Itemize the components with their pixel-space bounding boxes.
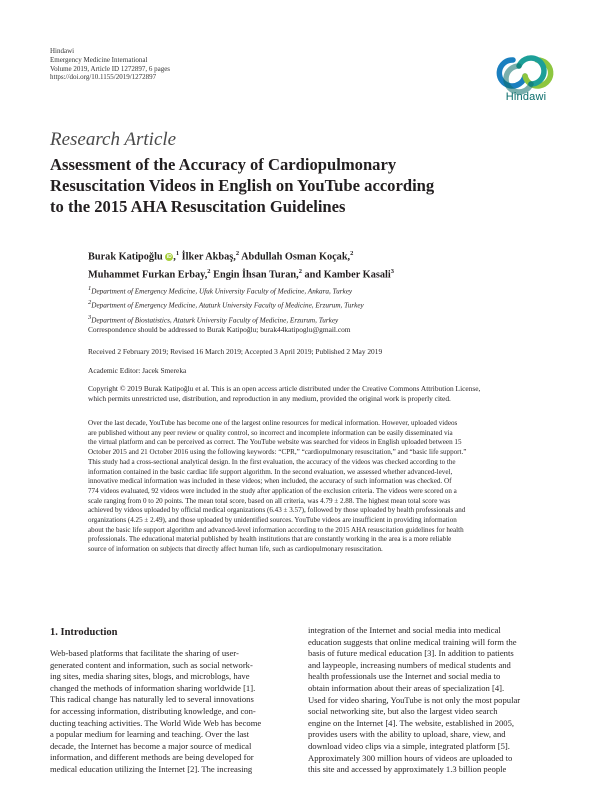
author-name[interactable]: İlker Akbaş, xyxy=(181,251,236,263)
abstract-line: scale ranging from 0 to 20 points. The mean total score, based on all criteria, was 4.79 ± 2.88. The highest mean total score was xyxy=(88,496,451,505)
author-affil-sup: 2 xyxy=(207,268,211,276)
author-name[interactable]: Engin İhsan Turan, xyxy=(213,269,299,281)
author-name[interactable]: Burak Katipoğlu xyxy=(88,251,163,263)
publication-dates: Received 2 February 2019; Revised 16 March 2019; Accepted 3 April 2019; Published 2 May 2019 xyxy=(88,347,383,356)
affiliation-sup: 1 xyxy=(88,285,92,292)
abstract-line: are published without any peer review or quality control, so incorrect and incomplete information can be easily disseminated via xyxy=(88,428,453,437)
author-affil-sup: 3 xyxy=(390,268,394,276)
body-line: health professionals use the Internet and social media to xyxy=(308,671,501,682)
body-line: and laypeople, increasing numbers of medical students and xyxy=(308,659,511,670)
academic-editor: Academic Editor: Jacek Smereka xyxy=(88,366,187,375)
body-line: This radical change has naturally led to several innovations xyxy=(50,694,254,705)
abstract-line: professionals. The educational material published by health institutions that are constantly working in the area is a more reliable xyxy=(88,535,452,544)
volume-info: Volume 2019, Article ID 1272897, 6 pages xyxy=(50,64,171,73)
body-line: a popular medium for learning and teaching. Over the last xyxy=(50,729,250,740)
journal-name: Emergency Medicine International xyxy=(50,55,148,64)
body-column-right xyxy=(308,625,554,776)
abstract-line: Over the last decade, YouTube has become one of the largest online resources for medical information. However, uploaded videos xyxy=(88,419,458,427)
copyright-line: Copyright © 2019 Burak Katipoğlu et al. This is an open access article distributed under the Creative Commons Attribution License, xyxy=(88,384,481,393)
title-line: Resuscitation Videos in English on YouTube according xyxy=(50,176,435,195)
affiliation-item xyxy=(88,297,364,311)
body-line: changed the methods of information sharing worldwide [1]. xyxy=(50,682,256,693)
body-line: education suggests that online medical training will form the xyxy=(308,636,517,647)
body-line: basis of future medical education [3]. In addition to patients xyxy=(308,648,514,659)
body-line: download video clips via a simple, integrated platform [5]. xyxy=(308,740,510,751)
abstract-line: source of information on subjects that directly affect human life, such as cardiopulmonary resuscitation. xyxy=(88,545,383,554)
title-line: Assessment of the Accuracy of Cardiopulmonary xyxy=(50,155,397,174)
body-line: integration of the Internet and social media into medical xyxy=(308,625,501,635)
author-affil-sup: 1 xyxy=(175,250,180,257)
affiliation-text: Department of Emergency Medicine, Ufuk University Faculty of Medicine, Ankara, Turkey xyxy=(91,287,353,296)
copyright-line: which permits unrestricted use, distribution, and reproduction in any medium, provided the original work is properly cited. xyxy=(88,394,451,403)
abstract-line: achieved by videos uploaded by official medical organizations (6.43 ± 3.57), followed by those uploaded by health professionals and xyxy=(88,506,466,515)
body-line: generated content and information, such as social network- xyxy=(50,659,253,670)
body-line: information, and different methods are being developed for xyxy=(50,752,254,763)
abstract-line: October 2015 and 21 October 2016 using the following keywords: “CPR,” “cardiopulmonary resuscitation,” and “basic life support.” xyxy=(88,448,467,457)
abstract xyxy=(88,419,554,555)
affiliation-item xyxy=(88,312,364,326)
author-line-1: Burak Katipoğlu iD ,$^1$ İlker Akbaş,$^2$ Abdullah Osman Koçak,$^2$ xyxy=(88,250,354,263)
body-line: for accessing information, distributing knowledge, and con- xyxy=(50,705,256,716)
logo-wordmark: Hindawi xyxy=(505,91,547,103)
author-name[interactable]: Muhammet Furkan Erbay, xyxy=(88,269,208,281)
section-heading: 1. Introduction xyxy=(50,627,118,638)
copyright-notice xyxy=(88,384,553,404)
body-column-left xyxy=(50,648,296,776)
affiliation-text: Department of Biostatistics, Ataturk University Faculty of Medicine, Erzurum, Turkey xyxy=(91,316,339,325)
article-title xyxy=(50,154,510,217)
affiliation-text: Department of Emergency Medicine, Ataturk University Faculty of Medicine, Erzurum, Turkey xyxy=(91,301,364,310)
affiliation-sup: 2 xyxy=(88,299,92,307)
affiliation-item xyxy=(88,283,364,297)
doi-link[interactable]: https://doi.org/10.1155/2019/1272897 xyxy=(50,73,157,82)
abstract-line: information contained in the basic cardiac life support algorithm. In the second evaluation, we assessed whether advanced-level, xyxy=(88,467,453,476)
author-affil-sup: 2 xyxy=(298,268,302,276)
body-line: Approximately 300 million hours of videos are uploaded to xyxy=(308,752,513,763)
body-line: decade, the Internet has become a major source of medical xyxy=(50,740,252,751)
body-line: ducting teaching activities. The World Wide Web has become xyxy=(50,717,262,728)
abstract-line: innovative medical information was included in these videos; when included, the accuracy of such information was checked. Of xyxy=(88,477,452,486)
title-line: to the 2015 AHA Resuscitation Guidelines xyxy=(50,197,346,216)
article-type: Research Article xyxy=(50,129,177,150)
body-line: ing sites, media sharing sites, blogs, and microblogs, have xyxy=(50,671,250,682)
author-list xyxy=(88,246,538,283)
author-affil-sup: 2 xyxy=(235,250,240,257)
body-line: engine on the Internet [4]. The website, established in 2005, xyxy=(308,717,515,728)
author-name[interactable]: and Kamber Kasali xyxy=(304,269,391,281)
affiliations xyxy=(88,283,364,326)
body-line: social networking site, but also the largest video search xyxy=(308,706,498,717)
orcid-icon[interactable]: iD xyxy=(166,254,172,261)
affiliation-sup: 3 xyxy=(88,313,92,321)
abstract-line: This study had a cross-sectional analytical design. In the first evaluation, the accuracy of the videos was checked according to the xyxy=(88,457,456,466)
body-line: this site and accessed by approximately 1.3 billion people xyxy=(308,764,507,775)
body-line: obtain information about their areas of specialization [4]. xyxy=(308,682,505,693)
author-affil-sup: 2 xyxy=(350,250,354,257)
author-name[interactable]: Abdullah Osman Koçak, xyxy=(241,251,351,263)
body-line: Web-based platforms that facilitate the sharing of user- xyxy=(50,648,239,658)
body-line: provides users with the ability to upload, share, view, and xyxy=(308,729,506,740)
body-line: medical education utilizing the Internet [2]. The increasing xyxy=(50,763,253,774)
abstract-line: 774 videos evaluated, 92 videos were included in the study after application of the exclusion criteria. The videos were scored on a xyxy=(88,486,457,495)
correspondence: Correspondence should be addressed to Burak Katipoğlu; burak44katipoglu@gmail.com xyxy=(88,325,351,334)
publisher-name: Hindawi xyxy=(50,47,75,55)
abstract-line: about the basic life support algorithm and advanced-level information according to the 2015 AHA resuscitation guidelines for health xyxy=(88,525,464,534)
abstract-line: organizations (4.25 ± 2.49), and those uploaded by unidentified sources. YouTube videos are insufficient in providing information xyxy=(88,516,457,525)
abstract-line: the virtual platform and can be perceived as correct. The YouTube website was searched for videos in English uploaded between 15 xyxy=(88,438,462,447)
author-line-2 xyxy=(88,264,538,282)
body-line: Used for video sharing, YouTube is not only the most popular xyxy=(308,694,521,705)
journal-header xyxy=(50,47,170,82)
